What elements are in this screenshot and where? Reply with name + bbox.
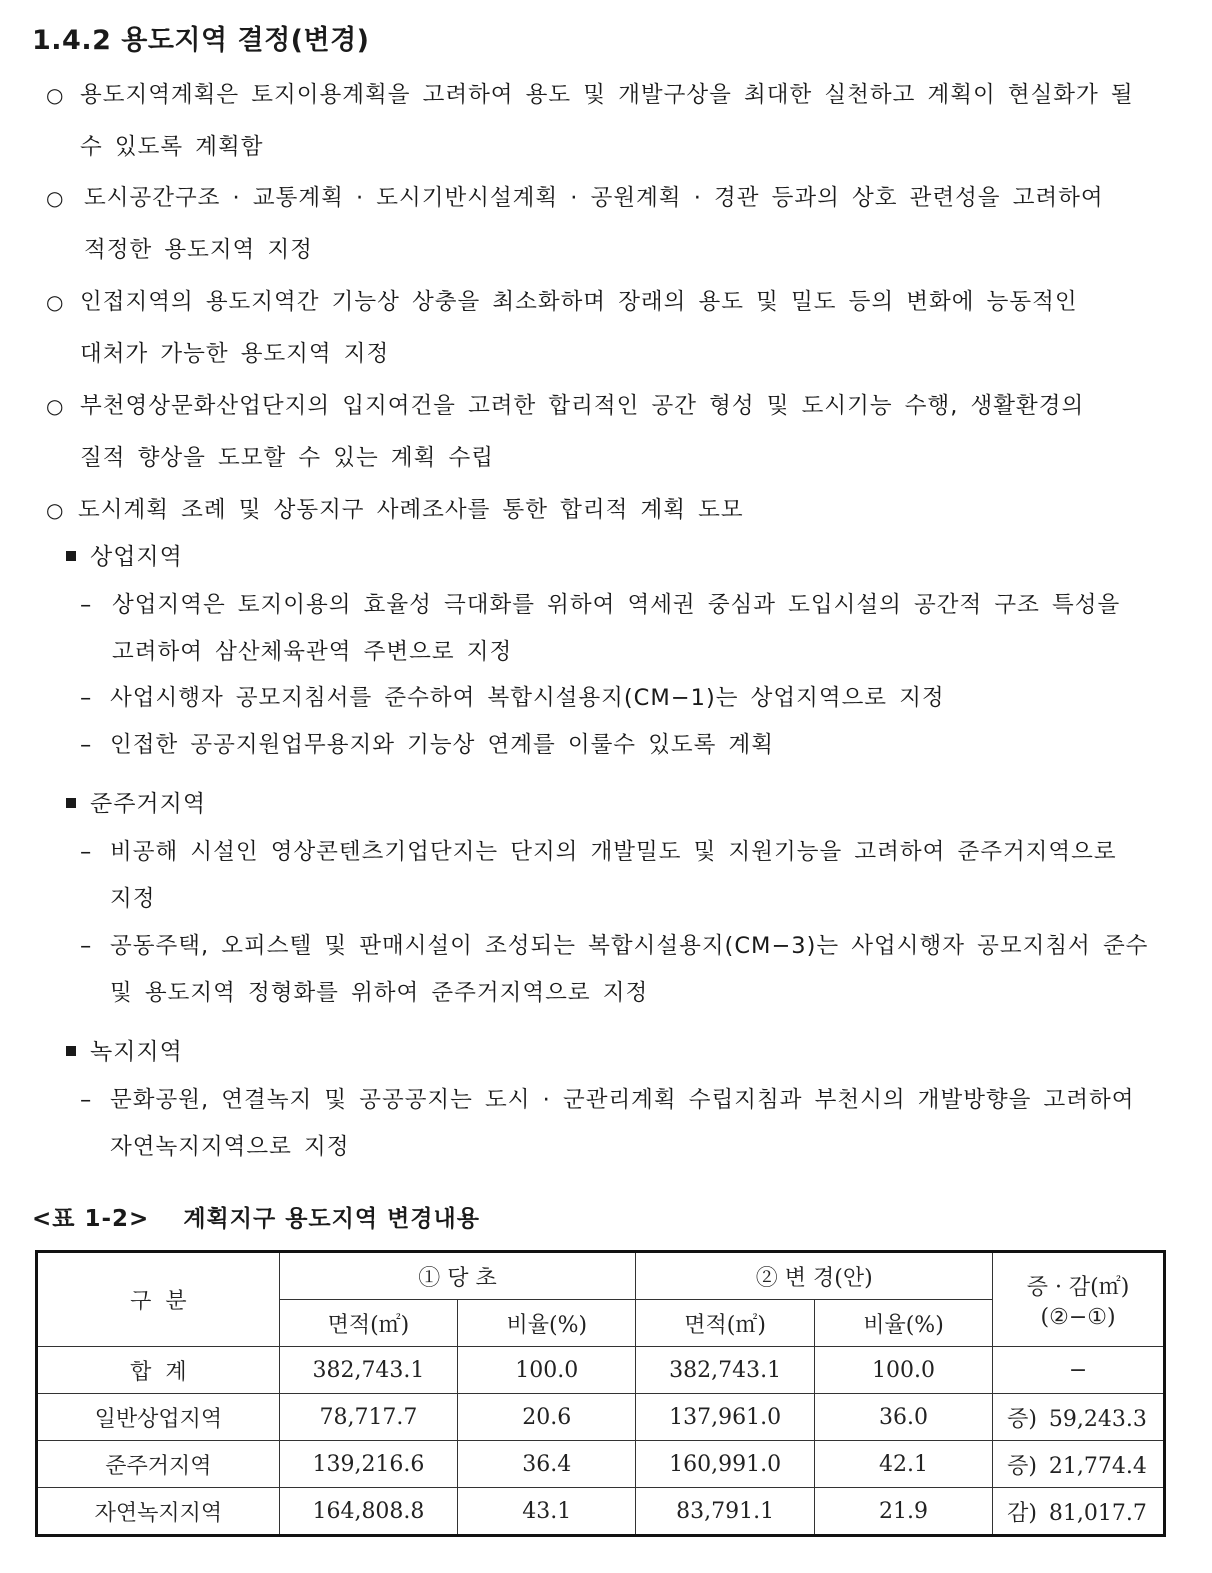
- cell-orig-ratio: 36.4: [458, 1441, 636, 1488]
- diff-value: 81,017.7: [1048, 1500, 1147, 1526]
- paragraph-line: 부천영상문화산업단지의 입지여건을 고려한 합리적인 공간 형성 및 도시기능 수행, 생활환경의: [80, 393, 1085, 419]
- paragraph-line: 적정한 용도지역 지정: [84, 237, 313, 263]
- group-heading: [66, 534, 183, 580]
- diff-prefix: 감): [1007, 1500, 1037, 1526]
- circle-bullet-marker: ○: [46, 290, 65, 314]
- diff-prefix: 증): [1007, 1453, 1037, 1479]
- paragraph-line: 대처가 가능한 용도지역 지정: [80, 341, 390, 367]
- paragraph-line: 공동주택, 오피스텔 및 판매시설이 조성되는 복합시설용지(CM−3)는 사업시행자 공모지침서 준수: [110, 933, 1149, 959]
- circle-bullet-marker: ○: [46, 186, 65, 210]
- paragraph-line: 도시계획 조례 및 상동지구 사례조사를 통한 합리적 계획 도모: [78, 497, 744, 523]
- header-category: 구 분: [37, 1252, 280, 1347]
- header-original-ratio: 비율(%): [458, 1300, 636, 1347]
- diff-prefix: 증): [1007, 1406, 1037, 1432]
- zoning-change-table: [35, 1250, 1166, 1537]
- cell-new-area: 83,791.1: [636, 1488, 815, 1536]
- header-original-area: 면적(㎡): [279, 1300, 458, 1347]
- table-row: [37, 1488, 1165, 1536]
- circle-bullet-item: [46, 69, 1176, 173]
- cell-orig-area: 139,216.6: [279, 1441, 458, 1488]
- paragraph-line: 자연녹지지역으로 지정: [110, 1134, 350, 1160]
- cell-new-ratio: 36.0: [814, 1394, 992, 1441]
- group-heading: [66, 1029, 183, 1075]
- circle-bullet-marker: ○: [46, 498, 65, 522]
- cell-orig-ratio: 43.1: [458, 1488, 636, 1536]
- cell-new-area: 160,991.0: [636, 1441, 815, 1488]
- dash-item: [80, 675, 1180, 722]
- paragraph-line: 사업시행자 공모지침서를 준수하여 복합시설용지(CM−1)는 상업지역으로 지정: [110, 685, 945, 711]
- circle-bullet-item: [46, 484, 1176, 536]
- cell-orig-ratio: 20.6: [458, 1394, 636, 1441]
- circle-bullet-item: [46, 380, 1176, 484]
- section-title: 1.4.2 용도지역 결정(변경): [32, 25, 370, 56]
- circle-bullet-item: [46, 276, 1176, 380]
- paragraph-line: 상업지역은 토지이용의 효율성 극대화를 위하여 역세권 중심과 도입시설의 공간적 구조 특성을: [112, 592, 1121, 618]
- cell-category: 일반상업지역: [37, 1394, 280, 1441]
- paragraph-line: 문화공원, 연결녹지 및 공공공지는 도시 · 군관리계획 수립지침과 부천시의 개발방향을 고려하여: [110, 1087, 1135, 1113]
- header-diff-label: 증 · 감(㎡): [1026, 1274, 1130, 1300]
- diff-value: 59,243.3: [1048, 1406, 1147, 1432]
- dash-marker: –: [80, 592, 93, 618]
- cell-category: 자연녹지지역: [37, 1488, 280, 1536]
- paragraph-line: 지정: [110, 886, 156, 912]
- header-diff-formula: (②−①): [1040, 1304, 1116, 1330]
- paragraph-line: 인접지역의 용도지역간 기능상 상충을 최소화하며 장래의 용도 및 밀도 등의 변화에 능동적인: [80, 289, 1078, 315]
- group-heading-label: 준주거지역: [90, 791, 207, 817]
- group-heading-label: 녹지지역: [90, 1039, 183, 1065]
- group-heading: [66, 781, 206, 827]
- cell-new-area: 382,743.1: [636, 1347, 815, 1394]
- cell-new-area: 137,961.0: [636, 1394, 815, 1441]
- dash-item: [80, 1077, 1180, 1171]
- cell-diff: −: [993, 1347, 1165, 1394]
- cell-new-ratio: 21.9: [814, 1488, 992, 1536]
- table-caption: [32, 1200, 480, 1233]
- table-caption-number: <표 1-2>: [32, 1206, 150, 1232]
- paragraph-line: 및 용도지역 정형화를 위하여 준주거지역으로 지정: [110, 980, 649, 1006]
- table-row: [37, 1347, 1165, 1394]
- circle-bullet-marker: ○: [46, 394, 65, 418]
- cell-diff: [993, 1441, 1165, 1488]
- cell-new-ratio: 42.1: [814, 1441, 992, 1488]
- paragraph-line: 용도지역계획은 토지이용계획을 고려하여 용도 및 개발구상을 최대한 실천하고 계획이 현실화가 될: [80, 82, 1134, 108]
- dash-marker: –: [80, 732, 93, 758]
- circle-bullet-item: [46, 172, 1176, 276]
- cell-category: 합 계: [37, 1347, 280, 1394]
- paragraph-line: 도시공간구조 · 교통계획 · 도시기반시설계획 · 공원계획 · 경관 등과의 상호 관련성을 고려하여: [84, 185, 1104, 211]
- dash-marker: –: [80, 933, 93, 959]
- header-diff: [993, 1252, 1165, 1347]
- square-bullet-icon: [66, 551, 76, 561]
- cell-orig-ratio: 100.0: [458, 1347, 636, 1394]
- square-bullet-icon: [66, 798, 76, 808]
- paragraph-line: 인접한 공공지원업무용지와 기능상 연계를 이룰수 있도록 계획: [110, 732, 775, 758]
- header-original: ① 당 초: [279, 1252, 636, 1300]
- cell-diff: [993, 1488, 1165, 1536]
- dash-marker: –: [80, 839, 93, 865]
- cell-orig-area: 382,743.1: [279, 1347, 458, 1394]
- dash-item: [80, 582, 1180, 676]
- paragraph-line: 고려하여 삼산체육관역 주변으로 지정: [112, 639, 513, 665]
- header-changed-ratio: 비율(%): [814, 1300, 992, 1347]
- header-changed-area: 면적(㎡): [636, 1300, 815, 1347]
- paragraph-line: 질적 향상을 도모할 수 있는 계획 수립: [80, 445, 494, 471]
- dash-item: [80, 722, 1180, 769]
- table-row: [37, 1394, 1165, 1441]
- diff-value: 21,774.4: [1048, 1453, 1147, 1479]
- group-heading-label: 상업지역: [90, 544, 183, 570]
- table-header-row: [37, 1252, 1165, 1300]
- paragraph-line: 수 있도록 계획함: [80, 134, 264, 160]
- circle-bullet-marker: ○: [46, 83, 65, 107]
- cell-orig-area: 78,717.7: [279, 1394, 458, 1441]
- cell-category: 준주거지역: [37, 1441, 280, 1488]
- cell-orig-area: 164,808.8: [279, 1488, 458, 1536]
- table-row: [37, 1441, 1165, 1488]
- dash-marker: –: [80, 1087, 93, 1113]
- table-caption-title: 계획지구 용도지역 변경내용: [183, 1206, 480, 1232]
- square-bullet-icon: [66, 1046, 76, 1056]
- header-changed: ② 변 경(안): [636, 1252, 993, 1300]
- cell-new-ratio: 100.0: [814, 1347, 992, 1394]
- dash-item: [80, 829, 1180, 923]
- paragraph-line: 비공해 시설인 영상콘텐츠기업단지는 단지의 개발밀도 및 지원기능을 고려하여 준주거지역으로: [110, 839, 1117, 865]
- dash-marker: –: [80, 685, 93, 711]
- dash-item: [80, 923, 1180, 1017]
- cell-diff: [993, 1394, 1165, 1441]
